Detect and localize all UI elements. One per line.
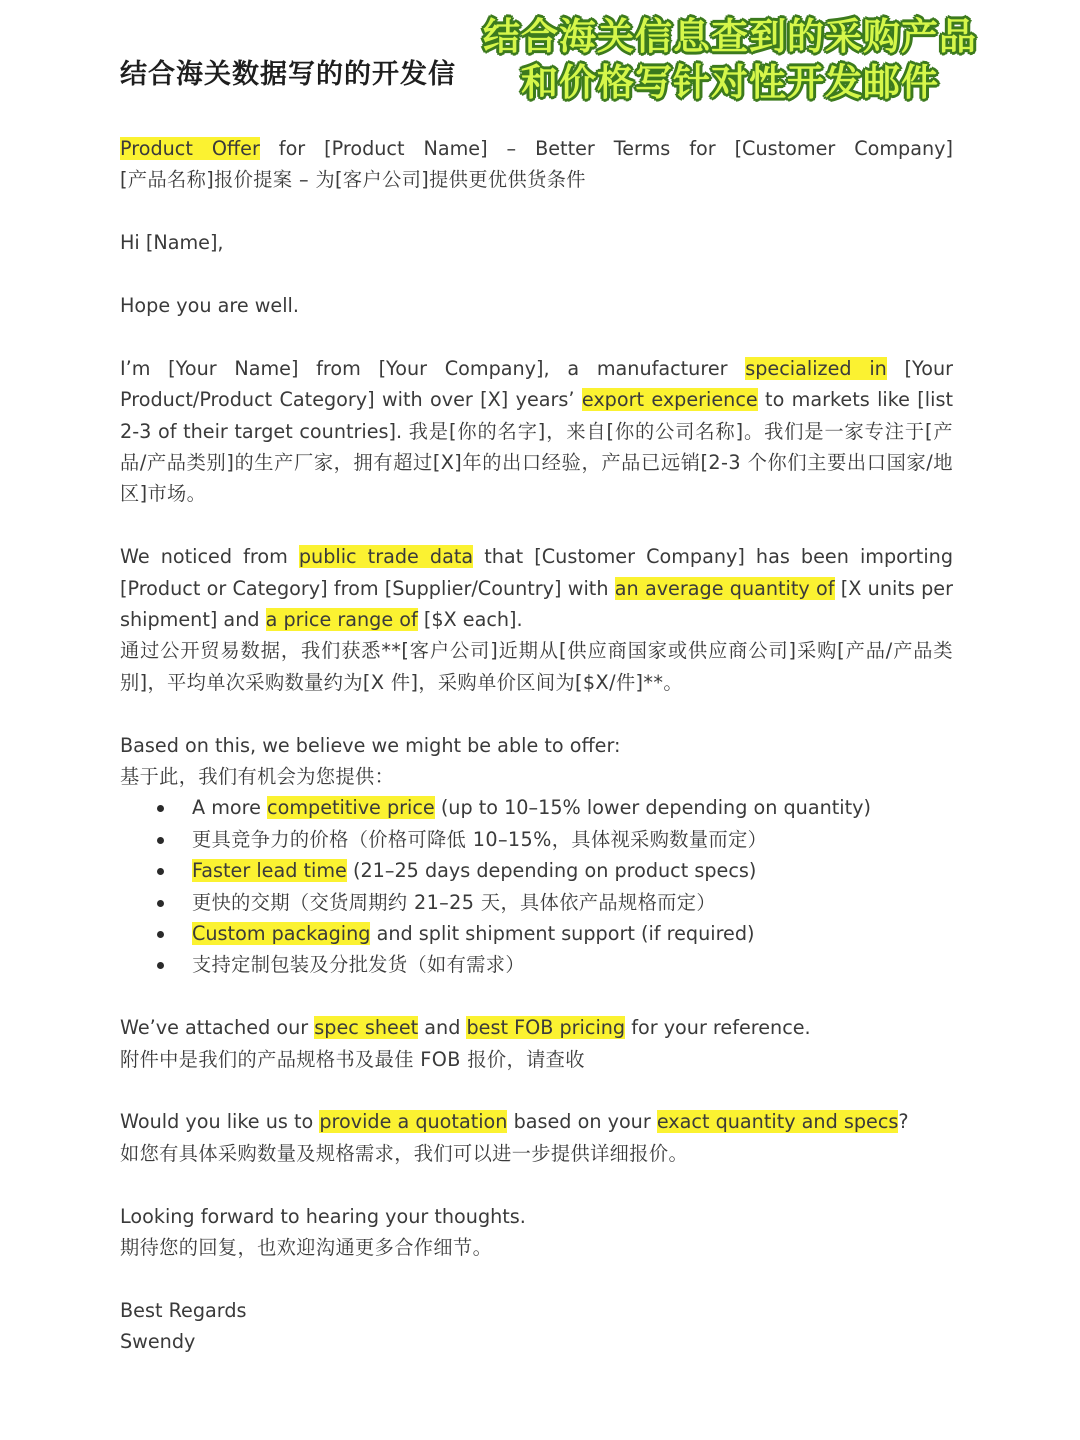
- list-item: [120, 918, 953, 949]
- subject-cn: [产品名称]报价提案 – 为[客户公司]提供更优供货条件: [120, 168, 586, 192]
- quotation-paragraph: [120, 1106, 953, 1169]
- highlight-price-range: a price range of: [265, 608, 418, 632]
- offer-section: [120, 730, 953, 981]
- list-item: [120, 855, 953, 886]
- attach-text-1: We’ve attached our: [120, 1016, 315, 1040]
- notice-cn: 通过公开贸易数据，我们获悉**[客户公司]近期从[供应商国家或供应商公司]采购[产品/产品类别]，平均单次采购数量约为[X 件]，采购单价区间为[$X/件]**。: [120, 639, 953, 694]
- quote-text-2: based on your: [507, 1110, 657, 1134]
- intro-text-3: to markets like [list 2-3 of their target countries].: [120, 388, 953, 443]
- notice-text-4: [$X each].: [417, 608, 523, 632]
- notice-text-3: [X units per shipment] and: [120, 576, 953, 632]
- offer-intro-cn: 基于此，我们有机会为您提供：: [120, 765, 395, 789]
- bullet-text: (up to 10–15% lower depending on quantity): [434, 796, 871, 820]
- quote-text-1: Would you like us to: [120, 1110, 320, 1134]
- intro-cn: 我是[你的名字]，来自[你的公司名称]。我们是一家专注于[产品/产品类别]的生产厂家，拥有超过[X]年的出口经验，产品已远销[2-3 个你们主要出口国家/地区]市场。: [120, 419, 953, 506]
- highlight-spec-sheet: spec sheet: [314, 1016, 419, 1040]
- opening-line: Hope you are well.: [120, 294, 299, 317]
- greeting: Hi [Name],: [120, 231, 224, 255]
- highlight-export-experience: export experience: [581, 388, 758, 412]
- highlight-competitive-price: competitive price: [267, 796, 435, 820]
- closing-cn: 期待您的回复，也欢迎沟通更多合作细节。: [120, 1236, 493, 1260]
- highlight-specialized-in: specialized in: [745, 356, 887, 380]
- banner-line-2: 和价格写针对性开发邮件: [521, 61, 939, 104]
- subject-block: [120, 133, 953, 196]
- signoff-name: Swendy: [120, 1330, 196, 1354]
- quotation-en: [120, 1106, 953, 1137]
- attachment-cn: 附件中是我们的产品规格书及最佳 FOB 报价，请查收: [120, 1047, 585, 1071]
- list-item: 更快的交期（交货周期约 21–25 天，具体依产品规格而定）: [120, 887, 953, 918]
- overlay-banner: [470, 14, 990, 106]
- list-item: 支持定制包装及分批发货（如有需求）: [120, 949, 953, 980]
- notice-paragraph: [120, 541, 953, 698]
- intro-paragraph: [120, 353, 953, 510]
- highlight-exact-quantity-specs: exact quantity and specs: [656, 1110, 899, 1134]
- highlight-product-offer: Product Offer: [120, 137, 260, 160]
- quotation-cn: 如您有具体采购数量及规格需求，我们可以进一步提供详细报价。: [120, 1141, 689, 1165]
- highlight-best-fob-pricing: best FOB pricing: [466, 1016, 626, 1040]
- attach-text-3: for your reference.: [625, 1016, 811, 1040]
- banner-line-1: 结合海关信息查到的采购产品: [483, 15, 977, 58]
- page-title: 结合海关数据写的的开发信: [120, 59, 456, 90]
- attachment-paragraph: [120, 1012, 953, 1075]
- offer-list: [120, 792, 953, 980]
- highlight-provide-quotation: provide a quotation: [319, 1110, 508, 1134]
- subject-rest: for [Product Name] – Better Terms for [Customer Company]: [259, 137, 953, 160]
- list-item: [120, 792, 953, 823]
- notice-text-1: We noticed from: [120, 545, 299, 569]
- attach-text-2: and: [418, 1016, 467, 1040]
- notice-text-2: that [Customer Company] has been importing [Product or Category] from [Supplier/Country] with: [120, 545, 954, 600]
- attachment-en: [120, 1012, 953, 1043]
- quote-text-3: ?: [898, 1110, 909, 1134]
- offer-intro-en: Based on this, we believe we might be able to offer:: [120, 733, 621, 757]
- highlight-public-trade-data: public trade data: [298, 545, 474, 569]
- list-item: 更具竞争力的价格（价格可降低 10–15%，具体视采购数量而定）: [120, 824, 953, 855]
- signature-block: [120, 1295, 953, 1358]
- closing-en: Looking forward to hearing your thoughts.: [120, 1204, 526, 1228]
- highlight-faster-lead-time: Faster lead time: [192, 859, 347, 883]
- bullet-text: (21–25 days depending on product specs): [346, 859, 757, 883]
- notice-en: [120, 541, 953, 635]
- highlight-custom-packaging: Custom packaging: [192, 922, 371, 946]
- highlight-average-quantity: an average quantity of: [614, 576, 835, 600]
- closing-paragraph: [120, 1201, 953, 1264]
- intro-text-2: [Your Product/Product Category] with over [X] years’: [120, 356, 953, 412]
- subject-en: [120, 133, 953, 164]
- intro-text-1: I’m [Your Name] from [Your Company], a manufacturer: [120, 356, 746, 380]
- bullet-text: A more: [192, 796, 268, 820]
- email-letter: [120, 133, 953, 1389]
- bullet-text: and split shipment support (if required): [370, 922, 755, 946]
- signoff-regards: Best Regards: [120, 1298, 247, 1322]
